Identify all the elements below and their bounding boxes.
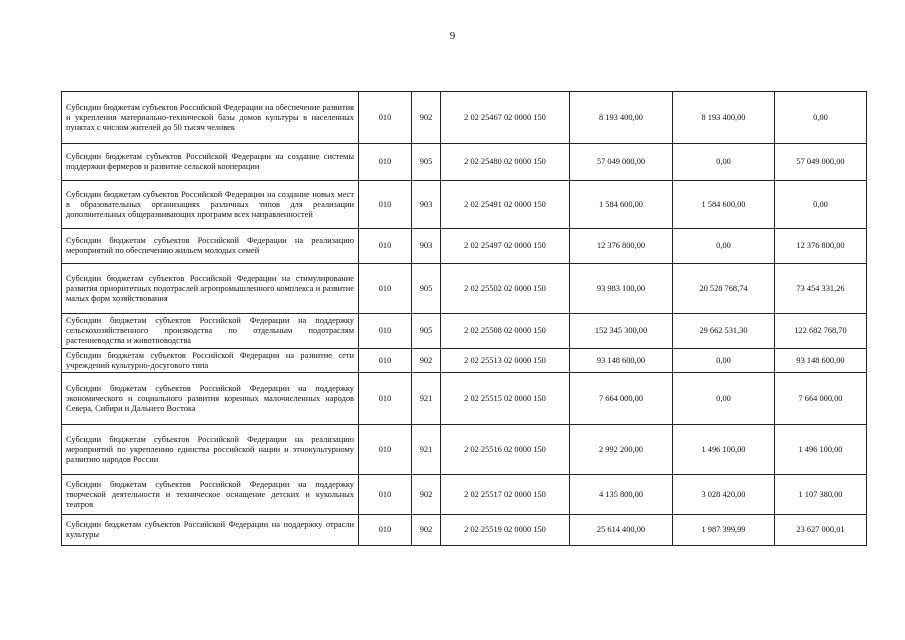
row-amount-plan: 8 193 400,00: [570, 92, 673, 144]
row-amount-executed: 0,00: [673, 229, 775, 264]
table-row: [62, 144, 867, 181]
row-description: Субсидии бюджетам субъектов Российской Федерации на реализацию мероприятий по укреплению единства российской нации и этнокультурному развитию народов России: [62, 425, 359, 475]
table-body: [62, 92, 867, 546]
row-amount-plan: 152 345 300,00: [570, 314, 673, 349]
row-description: Субсидии бюджетам субъектов Российской Федерации на поддержку экономического и социального развития коренных малочисленных народов Севера, Сибири и Дальнего Востока: [62, 373, 359, 425]
row-amount-plan: 4 135 800,00: [570, 475, 673, 515]
row-amount-remaining: 7 664 000,00: [775, 373, 867, 425]
row-amount-remaining: 0,00: [775, 181, 867, 229]
row-description: Субсидии бюджетам субъектов Российской Федерации на поддержку отрасли культуры: [62, 515, 359, 546]
row-code-admin: 010: [359, 515, 412, 546]
row-amount-plan: 25 614 400,00: [570, 515, 673, 546]
row-code-chief: 921: [412, 425, 441, 475]
row-kbk-code: 2 02 25467 02 0000 150: [441, 92, 570, 144]
row-description: Субсидии бюджетам субъектов Российской Федерации на стимулирование развития приоритетных подотраслей агропромышленного комплекса и развитие малых форм хозяйствования: [62, 264, 359, 314]
row-code-chief: 902: [412, 92, 441, 144]
row-kbk-code: 2 02 25519 02 0000 150: [441, 515, 570, 546]
row-code-admin: 010: [359, 229, 412, 264]
row-kbk-code: 2 02 25516 02 0000 150: [441, 425, 570, 475]
row-amount-remaining: 122 682 768,70: [775, 314, 867, 349]
row-description: Субсидии бюджетам субъектов Российской Федерации на развитие сети учреждений культурно-досугового типа: [62, 349, 359, 373]
table-row: [62, 425, 867, 475]
row-code-chief: 903: [412, 229, 441, 264]
row-amount-executed: 0,00: [673, 349, 775, 373]
row-code-admin: 010: [359, 475, 412, 515]
row-amount-executed: 8 193 400,00: [673, 92, 775, 144]
table-row: [62, 314, 867, 349]
row-amount-executed: 0,00: [673, 373, 775, 425]
row-description: Субсидии бюджетам субъектов Российской Федерации на обеспечение развития и укрепления материально-технической базы домов культуры в населенных пунктах с числом жителей до 50 тысяч человек: [62, 92, 359, 144]
row-amount-executed: 0,00: [673, 144, 775, 181]
table-row: [62, 349, 867, 373]
row-code-admin: 010: [359, 181, 412, 229]
row-amount-plan: 12 376 800,00: [570, 229, 673, 264]
row-amount-executed: 29 662 531,30: [673, 314, 775, 349]
row-amount-executed: 20 528 768,74: [673, 264, 775, 314]
row-description: Субсидии бюджетам субъектов Российской Федерации на поддержку творческой деятельности и техническое оснащение детских и кукольных театров: [62, 475, 359, 515]
row-amount-executed: 1 584 600,00: [673, 181, 775, 229]
row-amount-plan: 1 584 600,00: [570, 181, 673, 229]
row-amount-remaining: 1 107 380,00: [775, 475, 867, 515]
row-amount-remaining: 57 049 000,00: [775, 144, 867, 181]
row-code-chief: 921: [412, 373, 441, 425]
row-code-chief: 902: [412, 515, 441, 546]
row-kbk-code: 2 02 25491 02 0000 150: [441, 181, 570, 229]
row-code-chief: 905: [412, 314, 441, 349]
row-description: Субсидии бюджетам субъектов Российской Федерации на реализацию мероприятий по обеспечению жильем молодых семей: [62, 229, 359, 264]
row-kbk-code: 2 02 25480 02 0000 150: [441, 144, 570, 181]
table-row: [62, 515, 867, 546]
row-code-admin: 010: [359, 92, 412, 144]
row-code-admin: 010: [359, 264, 412, 314]
row-code-admin: 010: [359, 314, 412, 349]
row-description: Субсидии бюджетам субъектов Российской Федерации на поддержку сельскохозяйственного производства по отдельным подотраслям растениеводства и животноводства: [62, 314, 359, 349]
row-amount-remaining: 12 376 800,00: [775, 229, 867, 264]
row-code-chief: 902: [412, 349, 441, 373]
row-kbk-code: 2 02 25508 02 0000 150: [441, 314, 570, 349]
budget-table: [61, 91, 867, 546]
row-amount-plan: 57 049 000,00: [570, 144, 673, 181]
row-code-admin: 010: [359, 425, 412, 475]
row-kbk-code: 2 02 25513 02 0000 150: [441, 349, 570, 373]
row-code-admin: 010: [359, 349, 412, 373]
table-row: [62, 373, 867, 425]
row-kbk-code: 2 02 25517 02 0000 150: [441, 475, 570, 515]
row-description: Субсидии бюджетам субъектов Российской Федерации на создание системы поддержки фермеров и развитие сельской кооперации: [62, 144, 359, 181]
row-kbk-code: 2 02 25497 02 0000 150: [441, 229, 570, 264]
row-amount-plan: 93 983 100,00: [570, 264, 673, 314]
row-code-chief: 905: [412, 264, 441, 314]
row-code-chief: 902: [412, 475, 441, 515]
row-amount-plan: 2 992 200,00: [570, 425, 673, 475]
page-number: 9: [449, 30, 456, 42]
row-amount-remaining: 23 627 000,01: [775, 515, 867, 546]
row-amount-remaining: 93 148 600,00: [775, 349, 867, 373]
table-row: [62, 475, 867, 515]
table-row: [62, 181, 867, 229]
row-description: Субсидии бюджетам субъектов Российской Федерации на создание новых мест в образовательных организациях различных типов для реализации дополнительных общеразвивающих программ всех направленностей: [62, 181, 359, 229]
row-amount-remaining: 1 496 100,00: [775, 425, 867, 475]
row-code-chief: 905: [412, 144, 441, 181]
row-amount-plan: 7 664 000,00: [570, 373, 673, 425]
row-amount-executed: 1 496 100,00: [673, 425, 775, 475]
table-row: [62, 264, 867, 314]
table-row: [62, 92, 867, 144]
row-code-chief: 903: [412, 181, 441, 229]
row-code-admin: 010: [359, 144, 412, 181]
table-row: [62, 229, 867, 264]
row-amount-executed: 3 028 420,00: [673, 475, 775, 515]
row-code-admin: 010: [359, 373, 412, 425]
row-amount-executed: 1 987 399,99: [673, 515, 775, 546]
row-amount-remaining: 0,00: [775, 92, 867, 144]
row-amount-plan: 93 148 600,00: [570, 349, 673, 373]
row-kbk-code: 2 02 25515 02 0000 150: [441, 373, 570, 425]
row-amount-remaining: 73 454 331,26: [775, 264, 867, 314]
row-kbk-code: 2 02 25502 02 0000 150: [441, 264, 570, 314]
